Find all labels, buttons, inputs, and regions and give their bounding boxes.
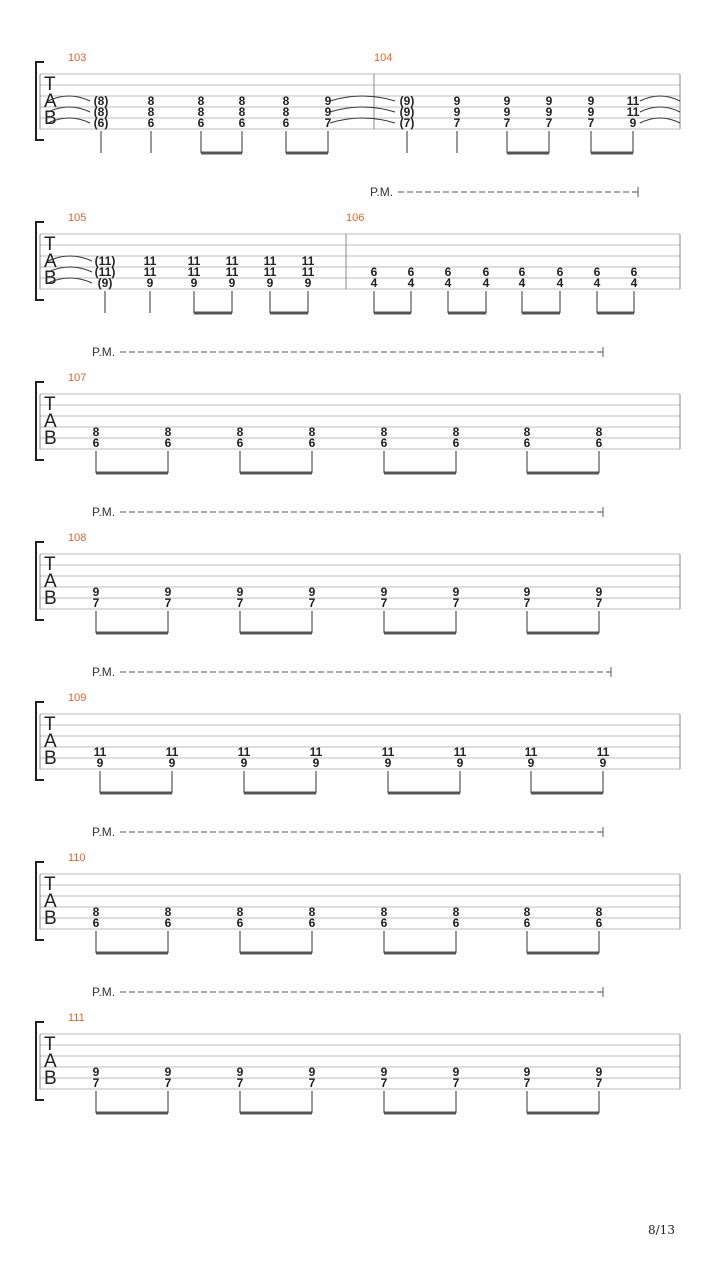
fret-number: 9 bbox=[595, 1065, 603, 1079]
fret-number: (9) bbox=[97, 276, 113, 290]
fret-number: 6 bbox=[147, 116, 155, 130]
fret-number: 9 bbox=[236, 1065, 244, 1079]
fret-number: 6 bbox=[238, 116, 246, 130]
fret-number: 4 bbox=[407, 276, 415, 290]
fret-number: 11 bbox=[524, 745, 538, 759]
tie-arc bbox=[640, 118, 680, 123]
fret-number: 8 bbox=[236, 425, 244, 439]
fret-number: 7 bbox=[324, 116, 332, 130]
tie-arc bbox=[640, 107, 680, 112]
fret-number: 6 bbox=[92, 916, 100, 930]
fret-number: 9 bbox=[587, 94, 595, 108]
tab-system bbox=[36, 345, 680, 473]
fret-number: 9 bbox=[452, 585, 460, 599]
tab-clef-letter: T bbox=[44, 394, 56, 415]
tab-system bbox=[36, 825, 680, 953]
fret-number: 8 bbox=[197, 105, 205, 119]
fret-number: 11 bbox=[596, 745, 610, 759]
fret-number: 7 bbox=[545, 116, 553, 130]
fret-number: 9 bbox=[164, 585, 172, 599]
tab-clef-letter: B bbox=[44, 908, 57, 929]
fret-number: 7 bbox=[308, 1076, 316, 1090]
fret-number: 6 bbox=[236, 436, 244, 450]
fret-number: 8 bbox=[380, 425, 388, 439]
fret-number: 6 bbox=[380, 436, 388, 450]
fret-number: (11) bbox=[94, 254, 116, 268]
fret-number: 9 bbox=[324, 94, 332, 108]
measure-number: 104 bbox=[374, 52, 393, 64]
fret-number: 9 bbox=[503, 105, 511, 119]
fret-number: 7 bbox=[595, 1076, 603, 1090]
tab-system bbox=[36, 665, 680, 793]
palm-mute-label: P.M. bbox=[370, 185, 394, 199]
fret-number: 8 bbox=[282, 94, 290, 108]
fret-number: 8 bbox=[236, 905, 244, 919]
fret-number: 6 bbox=[523, 916, 531, 930]
fret-number: 6 bbox=[452, 436, 460, 450]
fret-number: 7 bbox=[164, 1076, 172, 1090]
fret-number: 6 bbox=[452, 916, 460, 930]
fret-number: 9 bbox=[168, 756, 176, 770]
fret-number: 8 bbox=[595, 425, 603, 439]
tab-clef-letter: T bbox=[44, 74, 56, 95]
fret-number: 9 bbox=[190, 276, 198, 290]
fret-number: 8 bbox=[238, 105, 246, 119]
palm-mute-label: P.M. bbox=[92, 345, 116, 359]
fret-number: 6 bbox=[164, 436, 172, 450]
fret-number: 8 bbox=[452, 905, 460, 919]
fret-number: 7 bbox=[236, 596, 244, 610]
fret-number: 4 bbox=[370, 276, 378, 290]
fret-number: 11 bbox=[381, 745, 395, 759]
tab-clef-letter: A bbox=[44, 571, 57, 592]
fret-number: 11 bbox=[187, 265, 201, 279]
fret-number: 6 bbox=[308, 436, 316, 450]
fret-number: 8 bbox=[308, 425, 316, 439]
tab-clef-letter: B bbox=[44, 268, 57, 289]
fret-number: 9 bbox=[308, 585, 316, 599]
fret-number: 9 bbox=[380, 1065, 388, 1079]
fret-number: 8 bbox=[92, 425, 100, 439]
fret-number: 9 bbox=[523, 585, 531, 599]
tab-clef-letter: A bbox=[44, 731, 57, 752]
fret-number: (9) bbox=[399, 105, 415, 119]
fret-number: 9 bbox=[146, 276, 154, 290]
fret-number: 8 bbox=[282, 105, 290, 119]
palm-mute-label: P.M. bbox=[92, 825, 116, 839]
fret-number: 9 bbox=[384, 756, 392, 770]
tie-arc bbox=[640, 96, 680, 101]
tab-clef-letter: T bbox=[44, 1034, 56, 1055]
fret-number: 7 bbox=[380, 1076, 388, 1090]
fret-number: 6 bbox=[556, 265, 564, 279]
fret-number: 7 bbox=[503, 116, 511, 130]
fret-number: 7 bbox=[452, 1076, 460, 1090]
fret-number: (11) bbox=[94, 265, 116, 279]
tab-clef-letter: B bbox=[44, 588, 57, 609]
fret-number: 11 bbox=[143, 254, 157, 268]
fret-number: 9 bbox=[527, 756, 535, 770]
tab-clef-letter: T bbox=[44, 874, 56, 895]
fret-number: 8 bbox=[380, 905, 388, 919]
fret-number: 11 bbox=[309, 745, 323, 759]
fret-number: 6 bbox=[595, 916, 603, 930]
fret-number: (9) bbox=[399, 94, 415, 108]
fret-number: 6 bbox=[308, 916, 316, 930]
fret-number: 11 bbox=[301, 254, 315, 268]
fret-number: 6 bbox=[595, 436, 603, 450]
fret-number: 8 bbox=[92, 905, 100, 919]
fret-number: 11 bbox=[626, 105, 640, 119]
fret-number: 6 bbox=[444, 265, 452, 279]
fret-number: 9 bbox=[545, 94, 553, 108]
fret-number: (7) bbox=[399, 116, 415, 130]
measure-number: 109 bbox=[68, 692, 87, 704]
fret-number: 7 bbox=[92, 1076, 100, 1090]
fret-number: 9 bbox=[92, 585, 100, 599]
tab-clef-letter: T bbox=[44, 714, 56, 735]
fret-number: 11 bbox=[301, 265, 315, 279]
fret-number: 9 bbox=[266, 276, 274, 290]
tie-arc bbox=[330, 96, 395, 101]
fret-number: 8 bbox=[595, 905, 603, 919]
fret-number: 4 bbox=[482, 276, 490, 290]
measure-number: 108 bbox=[68, 532, 87, 544]
tab-system bbox=[36, 985, 680, 1113]
measure-number: 106 bbox=[346, 212, 365, 224]
fret-number: 9 bbox=[453, 105, 461, 119]
fret-number: 7 bbox=[308, 596, 316, 610]
fret-number: 9 bbox=[236, 585, 244, 599]
fret-number: 6 bbox=[197, 116, 205, 130]
fret-number: 8 bbox=[523, 425, 531, 439]
fret-number: 8 bbox=[197, 94, 205, 108]
palm-mute-label: P.M. bbox=[92, 505, 116, 519]
fret-number: 8 bbox=[164, 905, 172, 919]
fret-number: 6 bbox=[380, 916, 388, 930]
fret-number: 11 bbox=[626, 94, 640, 108]
measure-number: 110 bbox=[68, 852, 86, 864]
fret-number: 9 bbox=[503, 94, 511, 108]
fret-number: 9 bbox=[240, 756, 248, 770]
fret-number: 9 bbox=[380, 585, 388, 599]
tab-clef-letter: B bbox=[44, 108, 57, 129]
fret-number: 9 bbox=[629, 116, 637, 130]
fret-number: 9 bbox=[308, 1065, 316, 1079]
fret-number: 9 bbox=[595, 585, 603, 599]
tab-system bbox=[36, 52, 680, 153]
fret-number: 7 bbox=[92, 596, 100, 610]
page-number: 8/13 bbox=[648, 1223, 675, 1237]
fret-number: 8 bbox=[147, 94, 155, 108]
tab-clef-letter: A bbox=[44, 891, 57, 912]
fret-number: 7 bbox=[236, 1076, 244, 1090]
fret-number: 7 bbox=[587, 116, 595, 130]
fret-number: 11 bbox=[225, 265, 239, 279]
fret-number: 11 bbox=[453, 745, 467, 759]
fret-number: 9 bbox=[452, 1065, 460, 1079]
palm-mute-label: P.M. bbox=[92, 985, 116, 999]
measure-number: 105 bbox=[68, 212, 87, 224]
tab-clef-letter: B bbox=[44, 1068, 57, 1089]
fret-number: 9 bbox=[304, 276, 312, 290]
fret-number: 9 bbox=[599, 756, 607, 770]
fret-number: 8 bbox=[452, 425, 460, 439]
tab-clef-letter: A bbox=[44, 1051, 57, 1072]
fret-number: 7 bbox=[523, 1076, 531, 1090]
fret-number: 6 bbox=[482, 265, 490, 279]
tab-system bbox=[36, 185, 680, 313]
fret-number: 4 bbox=[630, 276, 638, 290]
fret-number: (8) bbox=[93, 94, 109, 108]
fret-number: 9 bbox=[228, 276, 236, 290]
fret-number: 7 bbox=[453, 116, 461, 130]
tab-clef-letter: T bbox=[44, 554, 56, 575]
fret-number: (8) bbox=[93, 105, 109, 119]
tab-clef-letter: B bbox=[44, 428, 57, 449]
fret-number: 11 bbox=[263, 265, 277, 279]
tab-clef-letter: A bbox=[44, 411, 57, 432]
fret-number: 9 bbox=[312, 756, 320, 770]
palm-mute-label: P.M. bbox=[92, 665, 116, 679]
fret-number: 9 bbox=[164, 1065, 172, 1079]
fret-number: 9 bbox=[453, 94, 461, 108]
tab-system bbox=[36, 505, 680, 633]
fret-number: 8 bbox=[147, 105, 155, 119]
fret-number: 7 bbox=[380, 596, 388, 610]
fret-number: 7 bbox=[595, 596, 603, 610]
fret-number: 6 bbox=[518, 265, 526, 279]
fret-number: 11 bbox=[237, 745, 251, 759]
fret-number: 6 bbox=[370, 265, 378, 279]
fret-number: 6 bbox=[630, 265, 638, 279]
measure-number: 107 bbox=[68, 372, 87, 384]
measure-number: 103 bbox=[68, 52, 87, 64]
fret-number: (6) bbox=[93, 116, 109, 130]
fret-number: 11 bbox=[263, 254, 277, 268]
tie-arc bbox=[330, 107, 395, 112]
fret-number: 9 bbox=[523, 1065, 531, 1079]
fret-number: 11 bbox=[93, 745, 107, 759]
fret-number: 9 bbox=[96, 756, 104, 770]
fret-number: 9 bbox=[324, 105, 332, 119]
fret-number: 11 bbox=[187, 254, 201, 268]
fret-number: 4 bbox=[518, 276, 526, 290]
fret-number: 6 bbox=[164, 916, 172, 930]
fret-number: 4 bbox=[593, 276, 601, 290]
fret-number: 6 bbox=[523, 436, 531, 450]
fret-number: 4 bbox=[444, 276, 452, 290]
fret-number: 4 bbox=[556, 276, 564, 290]
fret-number: 8 bbox=[164, 425, 172, 439]
fret-number: 6 bbox=[236, 916, 244, 930]
fret-number: 7 bbox=[452, 596, 460, 610]
fret-number: 8 bbox=[523, 905, 531, 919]
tab-clef-letter: A bbox=[44, 91, 57, 112]
measure-number: 111 bbox=[68, 1012, 85, 1024]
fret-number: 6 bbox=[407, 265, 415, 279]
tab-clef-letter: A bbox=[44, 251, 57, 272]
fret-number: 9 bbox=[92, 1065, 100, 1079]
tie-arc bbox=[330, 118, 395, 123]
fret-number: 7 bbox=[164, 596, 172, 610]
fret-number: 9 bbox=[545, 105, 553, 119]
fret-number: 8 bbox=[238, 94, 246, 108]
fret-number: 9 bbox=[587, 105, 595, 119]
tab-clef-letter: B bbox=[44, 748, 57, 769]
tab-clef-letter: T bbox=[44, 234, 56, 255]
fret-number: 11 bbox=[225, 254, 239, 268]
fret-number: 6 bbox=[92, 436, 100, 450]
fret-number: 11 bbox=[165, 745, 179, 759]
fret-number: 7 bbox=[523, 596, 531, 610]
fret-number: 11 bbox=[143, 265, 157, 279]
fret-number: 9 bbox=[456, 756, 464, 770]
fret-number: 6 bbox=[282, 116, 290, 130]
fret-number: 6 bbox=[593, 265, 601, 279]
fret-number: 8 bbox=[308, 905, 316, 919]
